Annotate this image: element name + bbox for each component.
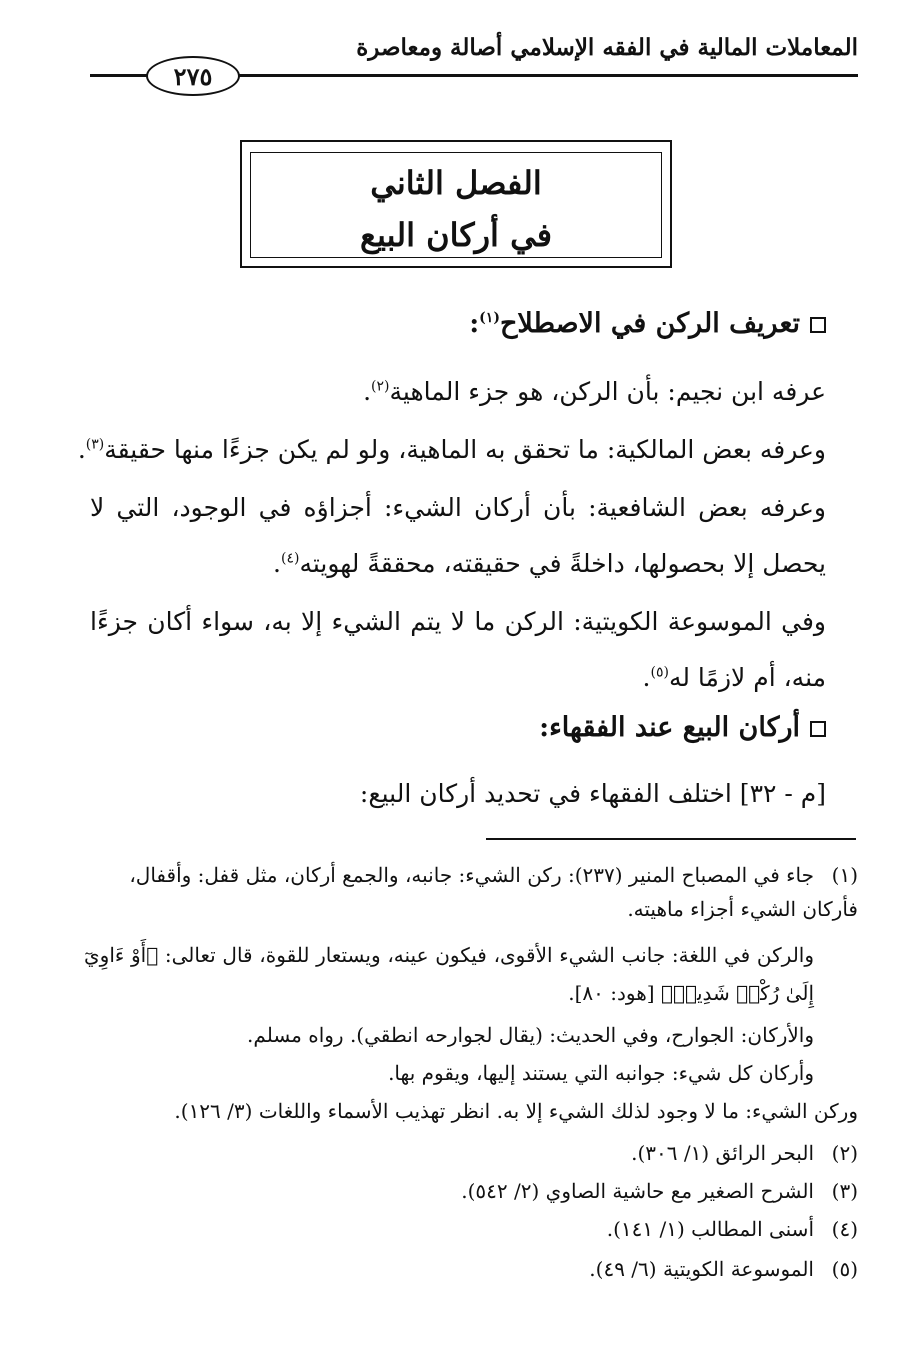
paragraph-kuwaiti-encyclopedia — [90, 594, 826, 706]
paragraph-text: عرفه ابن نجيم: بأن الركن، هو جزء الماهية — [389, 377, 826, 406]
footnote-4 — [88, 1212, 858, 1246]
paragraph-text: وفي الموسوعة الكويتية: الركن ما لا يتم الشيء إلا به، سواء أكان جزءًا منه، أم لازمًا له — [90, 607, 826, 692]
footnote-3 — [88, 1174, 858, 1208]
footnote-1 — [88, 858, 858, 926]
footnote-text: الشرح الصغير مع حاشية الصاوي (٢/ ٥٤٢). — [461, 1179, 814, 1203]
footnote-marker: (١) — [831, 863, 858, 887]
running-header-title: المعاملات المالية في الفقه الإسلامي أصالة ومعاصرة — [356, 34, 858, 61]
section-heading-text: أركان البيع عند الفقهاء: — [539, 712, 800, 743]
footnote-marker: (٢) — [831, 1141, 858, 1165]
footnote-text: وركن الشيء: ما لا وجود لذلك الشيء إلا به. انظر تهذيب الأسماء واللغات (٣/ ١٢٦). — [174, 1099, 858, 1123]
footnote-1-language: والركن في اللغة: جانب الشيء الأقوى، فيكون عينه، ويستعار للقوة، قال تعالى: ﴿أَوْ ءَاوِيٓ إِلَىٰ رُكْنٖ شَدِيدٖ﴾ [هود: ٨٠]. — [84, 943, 815, 1005]
paragraph-ibn-nujaym — [90, 364, 826, 420]
chapter-title-line-1: الفصل الثاني — [370, 164, 542, 202]
section-heading-definition — [60, 308, 826, 339]
paragraph-shafii — [90, 480, 826, 592]
paragraph-text: وعرفه بعض الشافعية: بأن أركان الشيء: أجزاؤه في الوجود، التي لا يحصل إلا بحصولها، داخلةً في حقيقته، محققةً لهويته — [90, 493, 826, 578]
footnote-text: الموسوعة الكويتية (٦/ ٤٩). — [589, 1257, 814, 1281]
footnote-1-sides: وأركان كل شيء: جوانبه التي يستند إليها، ويقوم بها. — [388, 1061, 814, 1085]
footnote-marker: (٤) — [831, 1217, 858, 1241]
section-heading-tail: : — [469, 308, 480, 339]
footnote-ref: (١) — [479, 310, 500, 326]
section-heading-text: تعريف الركن في الاصطلاح — [499, 308, 800, 339]
paragraph-tail: . — [273, 549, 281, 578]
footnote-1-limbs: والأركان: الجوارح، وفي الحديث: (يقال لجوارحه انطقي). رواه مسلم. — [247, 1023, 814, 1047]
footnote-2 — [88, 1136, 858, 1170]
footnote-5 — [88, 1252, 858, 1286]
footnote-separator — [486, 838, 856, 840]
footnote-ref: (٤) — [280, 550, 300, 567]
section-heading-pillars — [60, 712, 826, 743]
chapter-title-line-2: في أركان البيع — [359, 216, 553, 254]
footnote-ref: (٣) — [85, 436, 105, 453]
paragraph-maliki — [77, 422, 826, 478]
page-number-badge — [146, 56, 240, 96]
footnote-1-essence — [58, 1094, 858, 1128]
footnote-text: جاء في المصباح المنير (٢٣٧): ركن الشيء: جانبه، والجمع أركان، مثل قفل: وأقفال، فأركان الشيء أجزاء ماهيته. — [129, 863, 858, 921]
footnote-ref: (٢) — [371, 378, 390, 395]
paragraph-tail: . — [77, 435, 86, 464]
footnote-text: البحر الرائق (١/ ٣٠٦). — [631, 1141, 814, 1165]
footnote-text: أسنى المطالب (١/ ١٤١). — [606, 1217, 814, 1241]
footnote-ref: (٥) — [650, 664, 669, 681]
paragraph-tail: . — [642, 663, 651, 692]
page-number: ٢٧٥ — [173, 61, 213, 91]
paragraph-tail: . — [363, 377, 372, 406]
checkbox-bullet-icon — [810, 317, 826, 333]
footnote-marker: (٣) — [831, 1179, 858, 1203]
paragraph-pillars-intro: [م - ٣٢] اختلف الفقهاء في تحديد أركان البيع: — [359, 779, 826, 808]
paragraph-text: وعرفه بعض المالكية: ما تحقق به الماهية، ولو لم يكن جزءًا منها حقيقة — [104, 435, 826, 464]
footnote-marker: (٥) — [831, 1257, 858, 1281]
checkbox-bullet-icon — [810, 721, 826, 737]
chapter-title-box — [240, 140, 672, 268]
